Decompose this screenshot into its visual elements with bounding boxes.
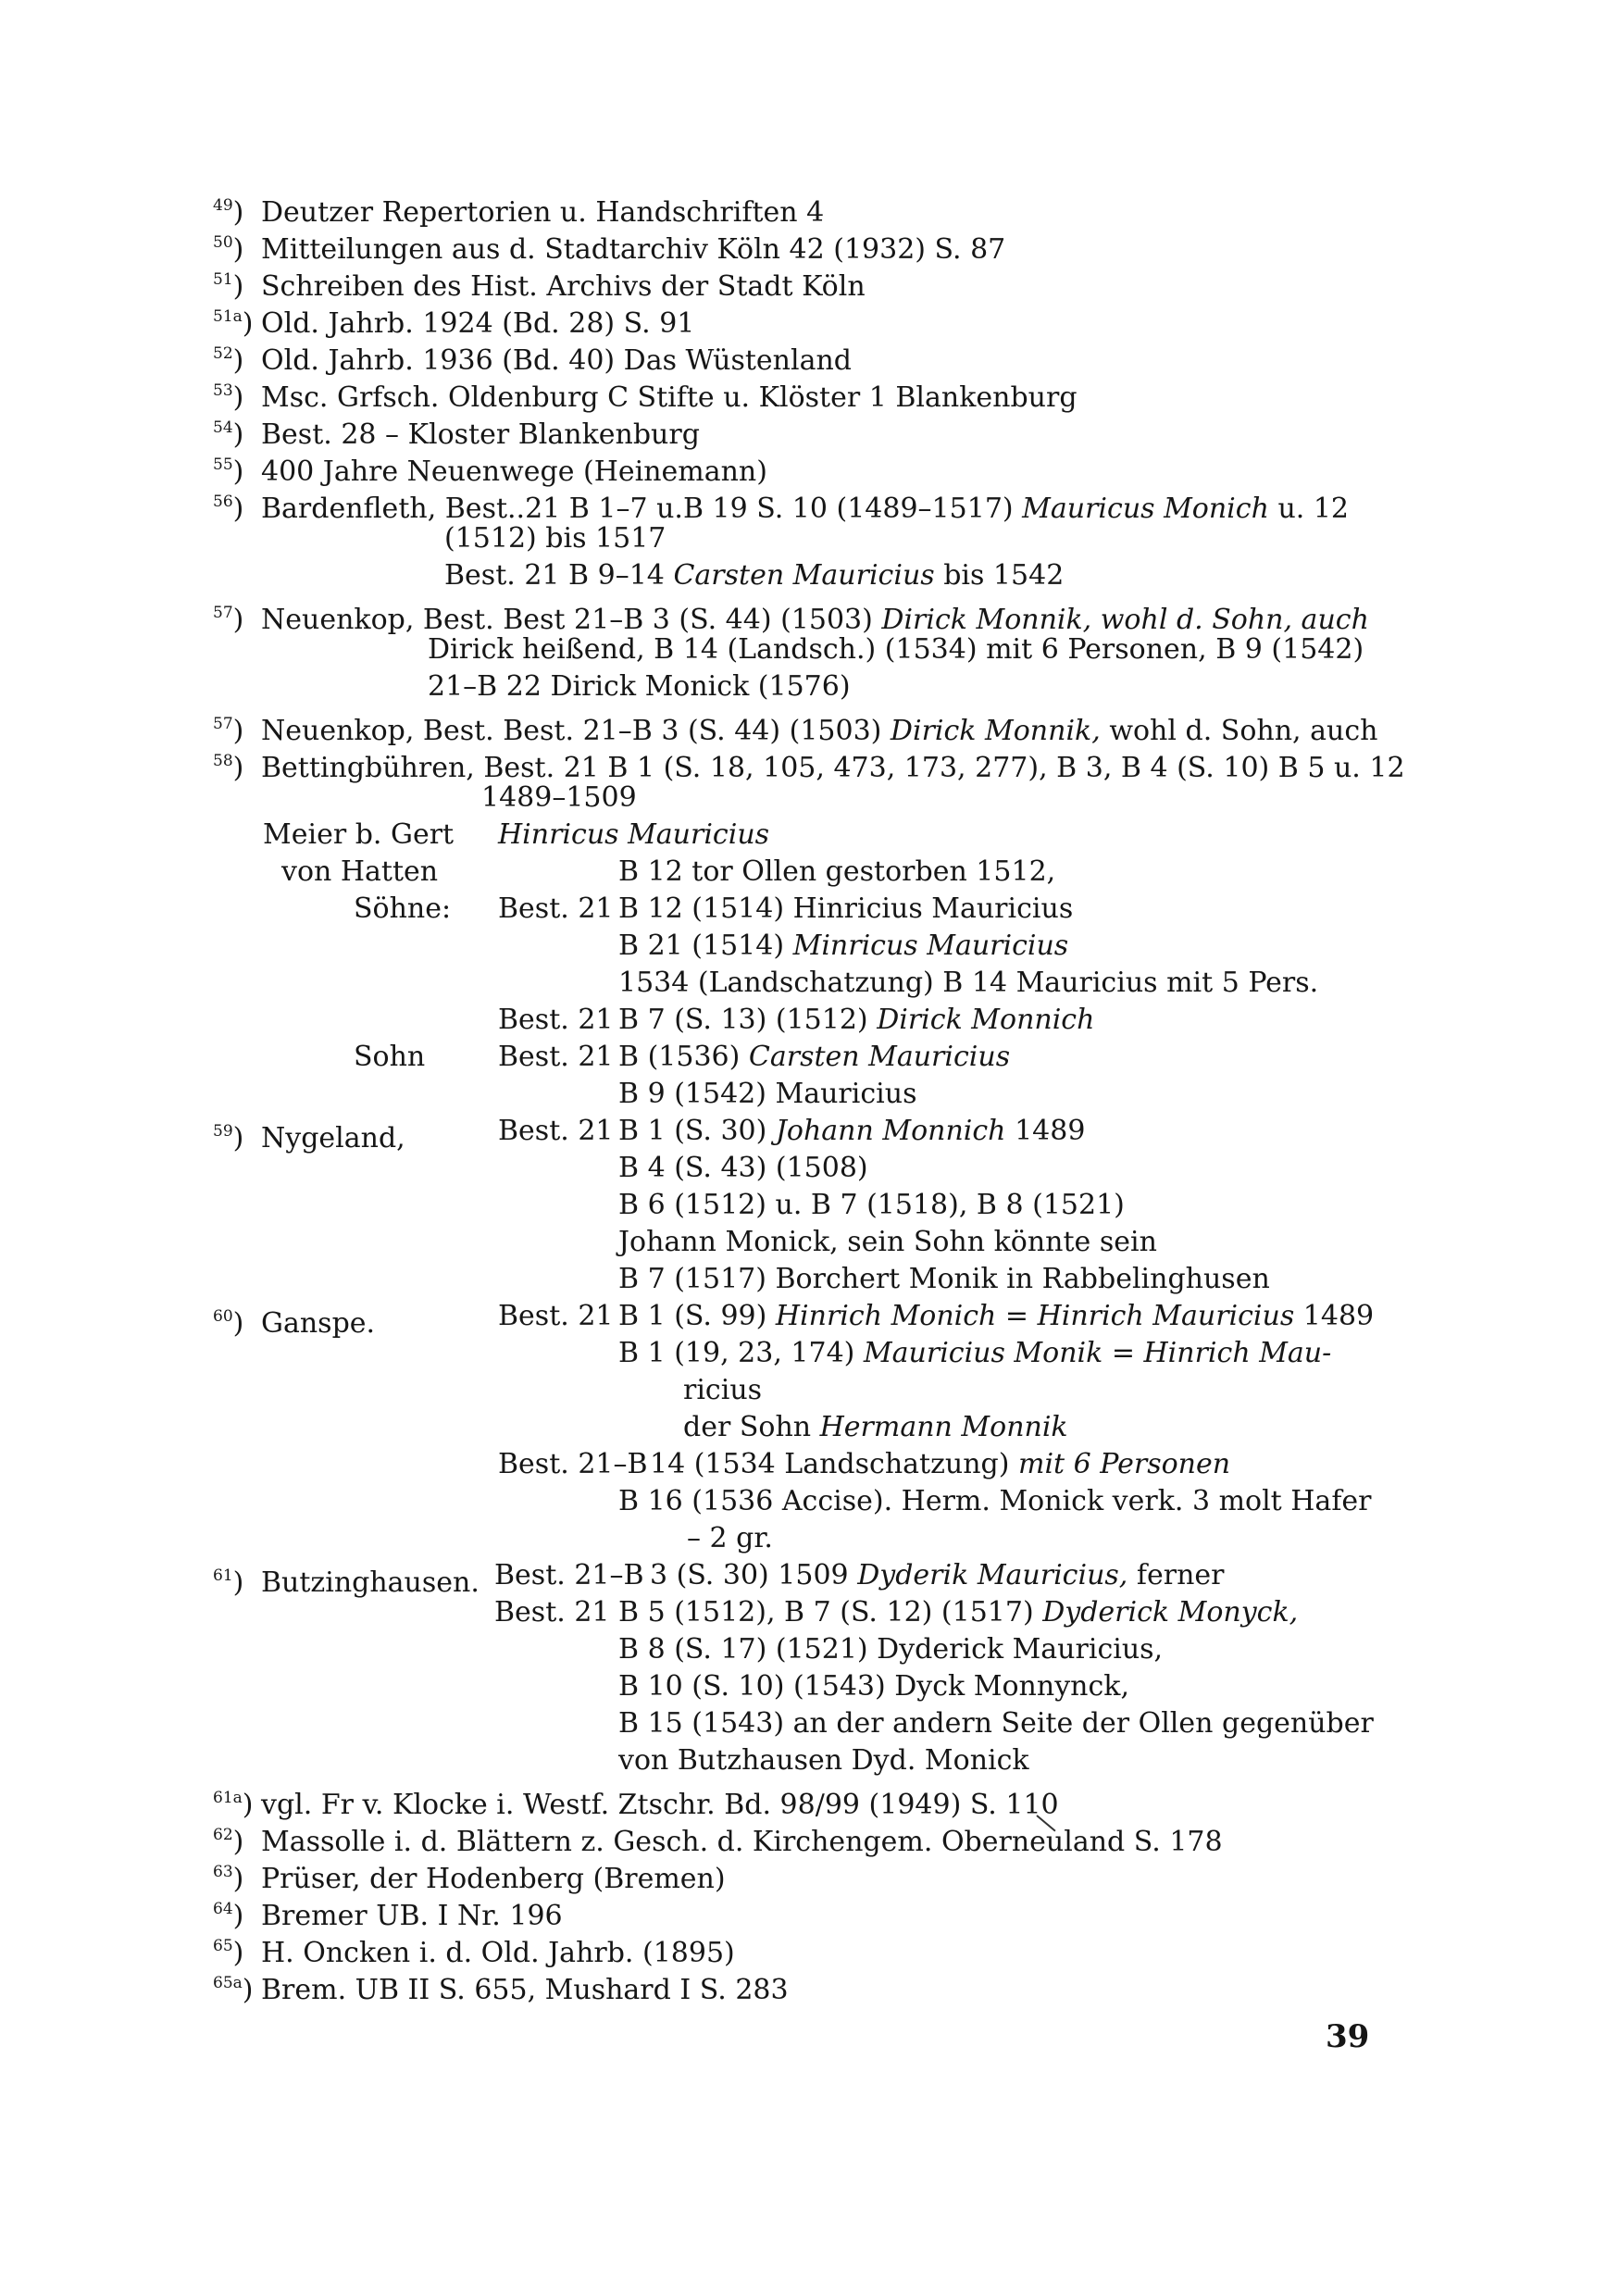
footnote-58-years: 1489–1509 [481,781,637,814]
footnote-57-line-2: Dirick heißend, B 14 (Landsch.) (1534) mit 6 Personen, B 9 (1542) [428,633,1364,666]
footnote-text: Msc. Grfsch. Oldenburg C Stifte u. Klöster 1 Blankenburg [261,381,1078,414]
footnote-text: B (1536) [618,1041,741,1073]
footnote-text: Best. 28 – Kloster Blankenburg [261,418,700,451]
footnote-58: $^{58}$) Bettingbühren, Best. 21 B 1 (S. 18, 105, 473, 173, 277), B 3, B 4 (S. 10) B 5 u. 12 [213,752,1405,784]
footnote-64: $^{64}$) Bremer UB. I Nr. 196 [213,1900,563,1932]
footnote-number: 61a [213,1789,243,1807]
footnote-62: $^{62}$) Massolle i. d. Blättern z. Gesch. d. Kirchengem. Oberneuland S. 178 [213,1826,1223,1858]
footnote-60-row-2 [618,1335,1331,1372]
footnote-58-row-3: B 12 (1514) Hinricius Mauricius [618,892,1074,925]
footnote-italic-name: mit 6 Personen [1018,1448,1231,1480]
footnote-text: vgl. Fr v. Klocke i. Westf. Ztschr. Bd. 98/99 (1949) S. 110 [261,1789,1059,1821]
footnote-53: $^{53}$) Msc. Grfsch. Oldenburg C Stifte u. Klöster 1 Blankenburg [213,381,1078,414]
footnote-58-role: Meier b. Gert [263,818,455,851]
footnote-text: Brem. UB II S. 655, Mushard I S. 283 [261,1974,789,2006]
footnote-place: Nygeland, [261,1122,405,1154]
footnote-text: bis 1542 [943,559,1065,592]
footnote-text: 1489 [1015,1115,1086,1147]
footnote-text: Bremer UB. I Nr. 196 [261,1900,563,1932]
footnote-61-row-4: B 10 (S. 10) (1543) Dyck Monnynck, [618,1670,1129,1703]
footnote-65a: $^{65a}$) Brem. UB II S. 655, Mushard I S. 283 [213,1974,789,2006]
footnote-text: Massolle i. d. Blättern z. Gesch. d. Kirchengem. Oberneuland S. 178 [261,1826,1223,1858]
footnote-italic-name: Mauricus Monich [1022,493,1269,525]
footnote-59-best: Best. 21 [498,1115,614,1147]
footnote-56-line-2: (1512) bis 1517 [444,522,666,555]
footnote-number: 51 [213,270,233,289]
footnote-number: 62 [213,1826,233,1844]
footnote-60-best: Best. 21 [498,1300,614,1332]
footnote-61-best: Best. 21–B [494,1559,644,1591]
footnote-56-line-3 [444,557,1064,594]
footnote-number: 55 [213,455,233,474]
footnote-text: Old. Jahrb. 1936 (Bd. 40) Das Wüstenland [261,344,852,377]
footnote-number: 59 [213,1122,233,1141]
footnote-italic-name: Dirick Monnik, wohl d. Sohn, auch [881,604,1369,636]
footnote-text: B 1 (S. 99) [618,1300,767,1332]
footnote-text: Schreiben des Hist. Archivs der Stadt Köln [261,270,866,303]
footnote-50: $^{50}$) Mitteilungen aus d. Stadtarchiv Köln 42 (1932) S. 87 [213,233,1006,266]
footnote-60-row-6: B 16 (1536 Accise). Herm. Monick verk. 3 molt Hafer [618,1485,1372,1517]
footnote-place: Butzinghausen. [261,1566,480,1599]
footnote-text: der Sohn [683,1411,812,1443]
footnote-number: 52 [213,344,233,363]
footnote-text: 400 Jahre Neuenwege (Heinemann) [261,455,767,488]
footnote-number: 50 [213,233,233,252]
footnote-61-best: Best. 21 [494,1596,610,1628]
footnote-text: Bettingbühren, Best. 21 B 1 (S. 18, 105, 473, 173, 277), B 3, B 4 (S. 10) B 5 u. 12 [261,752,1405,784]
footnote-58-row-7 [618,1039,1010,1076]
footnote-text: B 5 (1512), B 7 (S. 12) (1517) [618,1596,1034,1628]
footnote-60-row-7: – 2 gr. [687,1522,773,1554]
footnote-61-row-5: B 15 (1543) an der andern Seite der Ollen gegenüber [618,1707,1374,1740]
footnote-60-row-4 [683,1409,1068,1446]
footnote-text: Mitteilungen aus d. Stadtarchiv Köln 42 (1932) S. 87 [261,233,1006,266]
footnote-65: $^{65}$) H. Oncken i. d. Old. Jahrb. (1895) [213,1937,735,1969]
footnote-57-line-3: 21–B 22 Dirick Monick (1576) [428,670,851,703]
footnote-58-best: Best. 21 [498,892,614,925]
footnote-italic-name: Dyderik Mauricius, [857,1559,1128,1591]
footnote-59-row-5: B 7 (1517) Borchert Monik in Rabbelinghusen [618,1263,1270,1295]
footnote-58-row-6 [618,1002,1094,1039]
footnote-58-row-8: B 9 (1542) Mauricius [618,1078,917,1110]
footnote-italic-name: Dirick Monnik, [890,715,1101,747]
footnote-text: B 7 (S. 13) (1512) [618,1004,868,1036]
footnote-number: 60 [213,1307,233,1326]
footnote-63: $^{63}$) Prüser, der Hodenberg (Bremen) [213,1863,726,1895]
footnote-text: Deutzer Repertorien u. Handschriften 4 [261,196,825,229]
footnote-number: 56 [213,493,233,511]
footnote-61-row-2 [618,1594,1298,1631]
footnote-italic-name: Dirick Monnich [877,1004,1095,1036]
footnote-place: Ganspe. [261,1307,376,1340]
footnote-51: $^{51}$) Schreiben des Hist. Archivs der Stadt Köln [213,270,866,303]
footnote-58-row-4 [618,928,1068,965]
footnote-text: ferner [1136,1559,1225,1591]
footnote-56: $^{56}$) Bardenfleth, Best..21 B 1–7 u.B 19 S. 10 (1489–1517) Mauricus Monich u. 12 [213,493,1350,525]
footnote-number: 65 [213,1937,233,1955]
footnote-italic-name: Dyderick Monyck, [1042,1596,1299,1628]
footnote-58-role: Söhne: [354,892,452,925]
footnote-italic-name: Carsten Mauricius [673,559,935,592]
footnote-57: $^{57}$) Neuenkop, Best. Best 21–B 3 (S. 44) (1503) Dirick Monnik, wohl d. Sohn, auch [213,604,1369,636]
footnote-54: $^{54}$) Best. 28 – Kloster Blankenburg [213,418,700,451]
footnote-text: Best. 21 B 9–14 [444,559,665,592]
footnote-number: 57 [213,715,233,733]
page-number: 39 [1326,2018,1370,2055]
footnote-italic-name: Minricus Mauricius [792,930,1069,962]
footnote-60-row-1 [618,1298,1374,1335]
footnote-text: Neuenkop, Best. Best 21–B 3 (S. 44) (1503) [261,604,873,636]
footnote-61-row-1 [650,1557,1225,1594]
footnote-text: Bardenfleth, Best..21 B 1–7 u.B 19 S. 10 (1489–1517) [261,493,1014,525]
footnote-text: B 1 (19, 23, 174) [618,1337,855,1369]
footnote-49: $^{49}$) Deutzer Repertorien u. Handschriften 4 [213,196,825,229]
footnote-number: 51a [213,307,243,326]
footnote-59: $^{59}$) Nygeland, [213,1122,405,1154]
footnote-number: 58 [213,752,233,770]
footnote-text: wohl d. Sohn, auch [1109,715,1378,747]
footnote-59-row-1 [618,1113,1085,1150]
footnote-italic-name: Hinrich Monich = Hinrich Mauricius [775,1300,1295,1332]
footnote-number: 64 [213,1900,233,1918]
footnote-58-role: von Hatten [281,855,439,888]
footnote-italic-name: Hinricus Mauricius [498,818,770,851]
footnote-60: $^{60}$) Ganspe. [213,1307,376,1340]
footnote-60-best: Best. 21–B [498,1448,648,1480]
footnote-61-row-3: B 8 (S. 17) (1521) Dyderick Mauricius, [618,1633,1164,1666]
footnote-59-row-3: B 6 (1512) u. B 7 (1518), B 8 (1521) [618,1189,1125,1221]
footnote-number: 63 [213,1863,233,1881]
footnote-59-row-4: Johann Monick, sein Sohn könnte sein [618,1226,1157,1258]
footnote-text: u. 12 [1277,493,1350,525]
footnote-number: 49 [213,196,233,215]
footnote-58-row-2: B 12 tor Ollen gestorben 1512, [618,855,1056,888]
footnote-58-role: Sohn [354,1041,426,1073]
footnote-text: 3 (S. 30) 1509 [650,1559,849,1591]
footnote-51a: $^{51a}$) Old. Jahrb. 1924 (Bd. 28) S. 91 [213,307,695,340]
footnote-italic-name: Johann Monnich [775,1115,1006,1147]
footnote-number: 54 [213,418,233,437]
footnote-italic-name: Hermann Monnik [819,1411,1068,1443]
footnote-text: H. Oncken i. d. Old. Jahrb. (1895) [261,1937,735,1969]
footnote-text: B 21 (1514) [618,930,785,962]
footnote-italic-name: Carsten Mauricius [748,1041,1011,1073]
footnote-58-row-5: 1534 (Landschatzung) B 14 Mauricius mit 5 Pers. [618,967,1319,999]
footnote-58-best: Best. 21 [498,1004,614,1036]
footnote-number: 57 [213,604,233,622]
footnote-57-repeat: $^{57}$) Neuenkop, Best. Best. 21–B 3 (S. 44) (1503) Dirick Monnik, wohl d. Sohn, auch [213,715,1378,747]
footnote-61: $^{61}$) Butzinghausen. [213,1566,480,1599]
footnote-61a: $^{61a}$) vgl. Fr v. Klocke i. Westf. Ztschr. Bd. 98/99 (1949) S. 110 [213,1789,1059,1821]
footnote-italic-name: Mauricius Monik = Hinrich Mau- [863,1337,1332,1369]
footnote-58-row-1 [498,817,769,854]
footnote-61-row-6: von Butzhausen Dyd. Monick [618,1744,1029,1777]
footnote-60-row-5 [650,1446,1230,1483]
footnote-52: $^{52}$) Old. Jahrb. 1936 (Bd. 40) Das Wüstenland [213,344,852,377]
footnote-59-row-2: B 4 (S. 43) (1508) [618,1152,868,1184]
footnote-text: Old. Jahrb. 1924 (Bd. 28) S. 91 [261,307,695,340]
footnote-text: Neuenkop, Best. Best. 21–B 3 (S. 44) (1503) [261,715,882,747]
footnote-text: Prüser, der Hodenberg (Bremen) [261,1863,726,1895]
footnote-number: 61 [213,1566,233,1585]
footnote-text: 14 (1534 Landschatzung) [650,1448,1010,1480]
footnote-55: $^{55}$) 400 Jahre Neuenwege (Heinemann) [213,455,767,488]
footnote-number: 53 [213,381,233,400]
footnote-text: B 1 (S. 30) [618,1115,767,1147]
footnote-text: 1489 [1302,1300,1375,1332]
footnote-58-best: Best. 21 [498,1041,614,1073]
footnote-60-row-3: ricius [683,1374,763,1406]
footnote-number: 65a [213,1974,243,1992]
